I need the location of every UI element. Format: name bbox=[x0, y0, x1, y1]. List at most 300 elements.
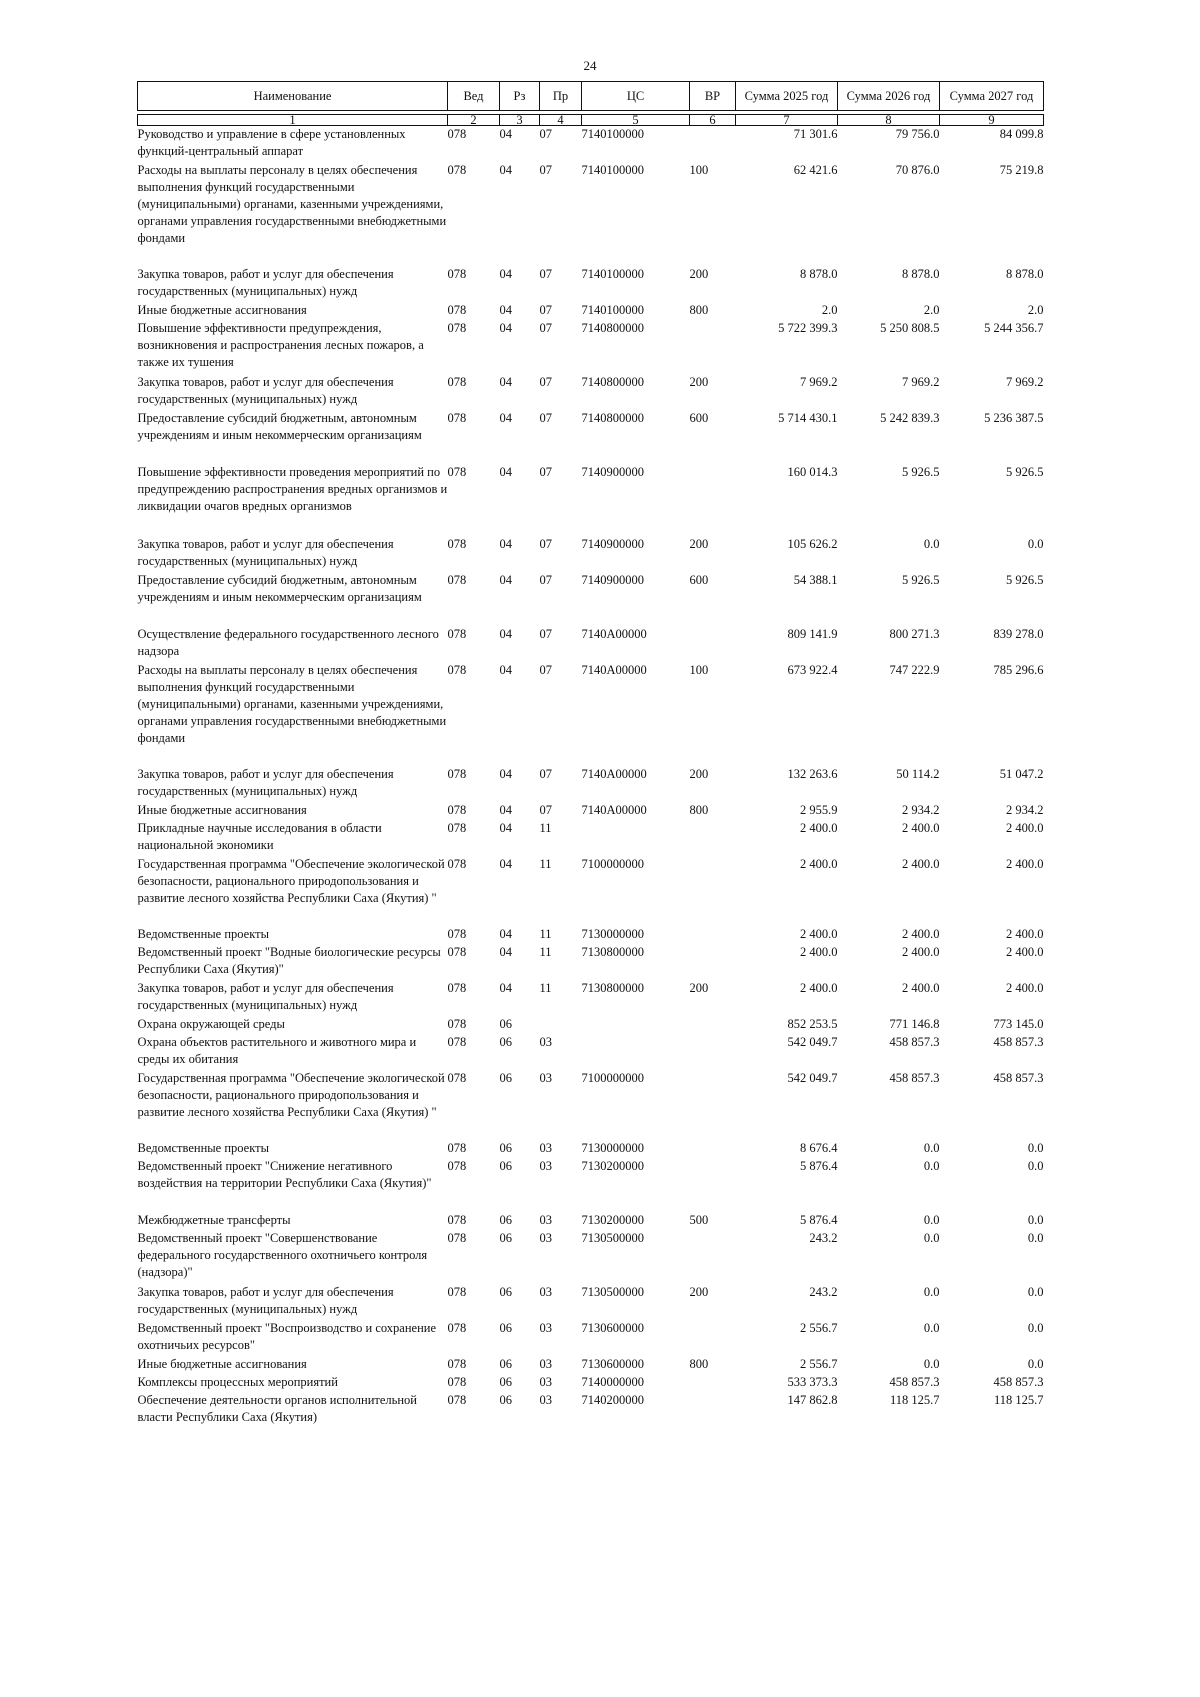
row-sum-2026: 79 756.0 bbox=[895, 127, 940, 141]
row-rz: 06 bbox=[499, 1158, 512, 1173]
row-vr bbox=[690, 320, 736, 374]
row-sum-2027: 5 236 387.5 bbox=[984, 410, 1044, 425]
row-cs: 7130000000 bbox=[581, 1140, 644, 1155]
row-pr: 07 bbox=[539, 802, 552, 817]
row-pr: 03 bbox=[539, 1356, 552, 1371]
row-name: Закупка товаров, работ и услуг для обеспечения государственных (муниципальных) нужд bbox=[137, 266, 394, 298]
table-row bbox=[138, 1016, 1044, 1034]
row-sum-2027: 51 047.2 bbox=[999, 766, 1044, 781]
row-ved: 078 bbox=[447, 766, 467, 781]
row-name: Осуществление федерального государственного лесного надзора bbox=[137, 626, 439, 658]
row-sum-2025: 542 049.7 bbox=[787, 1070, 838, 1085]
row-rz: 04 bbox=[499, 410, 512, 425]
row-name: Межбюджетные трансферты bbox=[137, 1212, 291, 1227]
row-pr: 03 bbox=[539, 1070, 552, 1085]
row-sum-2026: 0.0 bbox=[923, 1230, 940, 1245]
row-sum-2026: 458 857.3 bbox=[889, 1070, 940, 1085]
row-sum-2025: 2 955.9 bbox=[800, 802, 838, 817]
row-pr: 07 bbox=[539, 302, 552, 317]
row-sum-2026: 118 125.7 bbox=[889, 1392, 940, 1407]
row-sum-2025: 132 263.6 bbox=[787, 766, 838, 781]
row-rz: 04 bbox=[499, 926, 512, 941]
row-sum-2025: 809 141.9 bbox=[787, 626, 838, 641]
row-ved: 078 bbox=[447, 980, 467, 995]
column-number: 9 bbox=[940, 115, 1044, 126]
row-sum-2027: 0.0 bbox=[1027, 1140, 1044, 1155]
row-rz: 06 bbox=[499, 1392, 512, 1407]
table-row bbox=[138, 320, 1044, 374]
row-cs: 7140A00000 bbox=[581, 802, 647, 817]
row-sum-2026: 5 242 839.3 bbox=[880, 410, 940, 425]
row-cs: 7140100000 bbox=[581, 266, 644, 281]
row-sum-2026: 0.0 bbox=[923, 536, 940, 551]
row-cs: 7100000000 bbox=[581, 856, 644, 871]
row-vr: 200 bbox=[689, 766, 709, 781]
row-ved: 078 bbox=[447, 464, 467, 479]
row-cs: 7140900000 bbox=[581, 572, 644, 587]
row-sum-2027: 458 857.3 bbox=[993, 1070, 1044, 1085]
row-sum-2026: 0.0 bbox=[923, 1356, 940, 1371]
row-sum-2025: 2 400.0 bbox=[800, 926, 838, 941]
row-sum-2027: 458 857.3 bbox=[993, 1374, 1044, 1389]
row-ved: 078 bbox=[447, 1070, 467, 1085]
row-sum-2026: 0.0 bbox=[923, 1212, 940, 1227]
row-sum-2025: 5 876.4 bbox=[800, 1158, 838, 1173]
row-sum-2027: 5 244 356.7 bbox=[984, 320, 1044, 335]
row-vr bbox=[690, 926, 736, 944]
row-rz: 06 bbox=[499, 1356, 512, 1371]
row-rz: 06 bbox=[499, 1284, 512, 1299]
row-sum-2025: 7 969.2 bbox=[800, 374, 838, 389]
table-row bbox=[138, 1320, 1044, 1356]
row-vr: 200 bbox=[689, 374, 709, 389]
row-pr: 03 bbox=[539, 1284, 552, 1299]
row-rz: 06 bbox=[499, 1212, 512, 1227]
row-ved: 078 bbox=[447, 410, 467, 425]
row-sum-2027: 785 296.6 bbox=[993, 662, 1044, 677]
table-row bbox=[138, 926, 1044, 944]
row-name: Предоставление субсидий бюджетным, автономным учреждениям и иным некоммерческим организациям bbox=[137, 572, 422, 604]
header-sum-2025: Сумма 2025 год bbox=[736, 82, 838, 111]
row-vr bbox=[690, 1320, 736, 1356]
table-row bbox=[138, 1034, 1044, 1070]
row-ved: 078 bbox=[447, 1016, 467, 1031]
row-cs: 7130600000 bbox=[581, 1356, 644, 1371]
row-name: Закупка товаров, работ и услуг для обеспечения государственных (муниципальных) нужд bbox=[137, 1284, 394, 1316]
row-name: Государственная программа "Обеспечение экологической безопасности, рационального природопользования и развитие лесного хозяйства Республики Саха (Якутия) " bbox=[137, 1070, 445, 1119]
row-ved: 078 bbox=[447, 1284, 467, 1299]
row-cs bbox=[582, 1016, 690, 1034]
row-name: Обеспечение деятельности органов исполнительной власти Республики Саха (Якутия) bbox=[137, 1392, 417, 1424]
table-row bbox=[138, 662, 1044, 766]
row-cs: 7130200000 bbox=[581, 1212, 644, 1227]
table-row bbox=[138, 820, 1044, 856]
row-rz: 04 bbox=[499, 980, 512, 995]
row-vr bbox=[690, 1070, 736, 1140]
table-row bbox=[138, 766, 1044, 802]
table-row bbox=[138, 374, 1044, 410]
row-pr: 11 bbox=[539, 980, 552, 995]
row-rz: 06 bbox=[499, 1320, 512, 1335]
row-rz: 06 bbox=[499, 1140, 512, 1155]
row-vr bbox=[690, 820, 736, 856]
row-vr: 600 bbox=[689, 410, 709, 425]
row-sum-2026: 458 857.3 bbox=[889, 1374, 940, 1389]
row-sum-2025: 2 556.7 bbox=[800, 1320, 838, 1335]
table-row bbox=[138, 572, 1044, 626]
row-name: Закупка товаров, работ и услуг для обеспечения государственных (муниципальных) нужд bbox=[137, 374, 394, 406]
row-ved: 078 bbox=[447, 536, 467, 551]
row-vr bbox=[690, 944, 736, 980]
column-number: 3 bbox=[500, 115, 540, 126]
row-name: Закупка товаров, работ и услуг для обеспечения государственных (муниципальных) нужд bbox=[137, 980, 394, 1012]
row-pr: 07 bbox=[539, 572, 552, 587]
row-pr: 07 bbox=[539, 464, 552, 479]
header-ved: Вед bbox=[448, 82, 500, 111]
row-vr bbox=[690, 1140, 736, 1158]
table-row bbox=[138, 1356, 1044, 1374]
row-sum-2025: 2 400.0 bbox=[800, 856, 838, 871]
table-row bbox=[138, 1392, 1044, 1428]
table-row bbox=[138, 536, 1044, 572]
row-ved: 078 bbox=[447, 1392, 467, 1407]
row-sum-2027: 2 400.0 bbox=[1006, 980, 1044, 995]
row-sum-2027: 8 878.0 bbox=[1006, 266, 1044, 281]
row-name: Охрана окружающей среды bbox=[137, 1016, 285, 1031]
row-pr: 03 bbox=[539, 1230, 552, 1245]
row-sum-2026: 2 400.0 bbox=[902, 944, 940, 959]
row-rz: 04 bbox=[499, 320, 512, 335]
row-sum-2027: 2 400.0 bbox=[1006, 856, 1044, 871]
row-rz: 06 bbox=[499, 1374, 512, 1389]
header-sum-2027: Сумма 2027 год bbox=[940, 82, 1044, 111]
row-sum-2025: 105 626.2 bbox=[787, 536, 838, 551]
row-sum-2027: 118 125.7 bbox=[993, 1392, 1044, 1407]
row-sum-2025: 8 878.0 bbox=[800, 266, 838, 281]
row-sum-2027: 2 400.0 bbox=[1006, 926, 1044, 941]
column-number: 6 bbox=[690, 115, 736, 126]
budget-table-body bbox=[138, 126, 1044, 1428]
row-sum-2025: 147 862.8 bbox=[787, 1392, 838, 1407]
table-row bbox=[138, 1374, 1044, 1392]
row-name: Ведомственные проекты bbox=[137, 926, 270, 941]
row-cs: 7140A00000 bbox=[581, 662, 647, 677]
header-pr: Пр bbox=[540, 82, 582, 111]
row-rz: 04 bbox=[499, 162, 512, 177]
row-cs: 7130200000 bbox=[581, 1158, 644, 1173]
row-sum-2027: 0.0 bbox=[1027, 1284, 1044, 1299]
row-sum-2025: 2 400.0 bbox=[800, 944, 838, 959]
row-sum-2025: 533 373.3 bbox=[787, 1374, 838, 1389]
row-sum-2027: 7 969.2 bbox=[1006, 374, 1044, 389]
row-sum-2027: 0.0 bbox=[1027, 1230, 1044, 1245]
row-name: Ведомственный проект "Совершенствование федерального государственного охотничьего контроля (надзора)" bbox=[137, 1230, 428, 1279]
row-rz: 04 bbox=[499, 856, 512, 871]
row-vr: 800 bbox=[689, 1356, 709, 1371]
row-sum-2025: 243.2 bbox=[809, 1284, 838, 1299]
row-sum-2026: 7 969.2 bbox=[902, 374, 940, 389]
table-row bbox=[138, 944, 1044, 980]
column-number: 5 bbox=[582, 115, 690, 126]
row-rz: 04 bbox=[499, 572, 512, 587]
row-ved: 078 bbox=[447, 626, 467, 641]
header-vr: ВР bbox=[690, 82, 736, 111]
table-row bbox=[138, 1070, 1044, 1140]
row-ved: 078 bbox=[447, 1320, 467, 1335]
table-row bbox=[138, 1212, 1044, 1230]
row-cs: 7140100000 bbox=[581, 127, 644, 141]
row-cs: 7140100000 bbox=[581, 162, 644, 177]
row-sum-2027: 5 926.5 bbox=[1006, 572, 1044, 587]
row-vr: 200 bbox=[689, 980, 709, 995]
row-sum-2025: 8 676.4 bbox=[800, 1140, 838, 1155]
table-row bbox=[138, 410, 1044, 464]
column-number: 1 bbox=[138, 115, 448, 126]
table-row bbox=[138, 626, 1044, 662]
row-vr: 800 bbox=[689, 802, 709, 817]
row-sum-2026: 0.0 bbox=[923, 1158, 940, 1173]
row-rz: 04 bbox=[499, 536, 512, 551]
row-cs: 7140800000 bbox=[581, 374, 644, 389]
row-sum-2027: 839 278.0 bbox=[993, 626, 1044, 641]
row-sum-2025: 243.2 bbox=[809, 1230, 838, 1245]
row-sum-2027: 0.0 bbox=[1027, 1158, 1044, 1173]
row-sum-2025: 160 014.3 bbox=[787, 464, 838, 479]
row-pr: 11 bbox=[539, 820, 552, 835]
row-cs: 7130600000 bbox=[581, 1320, 644, 1335]
table-row bbox=[138, 802, 1044, 820]
row-cs: 7100000000 bbox=[581, 1070, 644, 1085]
row-ved: 078 bbox=[447, 1230, 467, 1245]
row-sum-2025: 542 049.7 bbox=[787, 1034, 838, 1049]
row-cs: 7130800000 bbox=[581, 980, 644, 995]
row-cs: 7140800000 bbox=[581, 410, 644, 425]
row-cs: 7130500000 bbox=[581, 1284, 644, 1299]
row-pr: 11 bbox=[539, 926, 552, 941]
row-sum-2025: 2 400.0 bbox=[800, 820, 838, 835]
row-ved: 078 bbox=[447, 127, 467, 141]
table-row bbox=[138, 1284, 1044, 1320]
row-sum-2027: 0.0 bbox=[1027, 1212, 1044, 1227]
column-number: 2 bbox=[448, 115, 500, 126]
row-rz: 04 bbox=[499, 662, 512, 677]
row-sum-2027: 2 934.2 bbox=[1006, 802, 1044, 817]
row-vr: 200 bbox=[689, 1284, 709, 1299]
table-row bbox=[138, 1158, 1044, 1212]
row-rz: 04 bbox=[499, 374, 512, 389]
row-sum-2025: 62 421.6 bbox=[793, 162, 838, 177]
row-pr: 07 bbox=[539, 410, 552, 425]
row-name: Государственная программа "Обеспечение экологической безопасности, рационального природопользования и развитие лесного хозяйства Республики Саха (Якутия) " bbox=[137, 856, 445, 905]
column-number: 7 bbox=[736, 115, 838, 126]
row-sum-2025: 2 400.0 bbox=[800, 980, 838, 995]
row-ved: 078 bbox=[447, 1212, 467, 1227]
row-name: Иные бюджетные ассигнования bbox=[137, 802, 307, 817]
row-vr bbox=[690, 1034, 736, 1070]
row-ved: 078 bbox=[447, 266, 467, 281]
row-name: Расходы на выплаты персоналу в целях обеспечения выполнения функций государственными (муниципальными) органами, казенными учреждениями, органами управления государственными внебюджетными фондами bbox=[137, 662, 447, 746]
row-rz: 04 bbox=[499, 820, 512, 835]
row-pr: 07 bbox=[539, 662, 552, 677]
row-sum-2027: 75 219.8 bbox=[999, 162, 1044, 177]
row-name: Повышение эффективности проведения мероприятий по предупреждению распространения вредных организмов и ликвидации очагов вредных организмов bbox=[137, 464, 448, 513]
column-number: 8 bbox=[838, 115, 940, 126]
row-vr: 500 bbox=[689, 1212, 709, 1227]
row-name: Закупка товаров, работ и услуг для обеспечения государственных (муниципальных) нужд bbox=[137, 536, 394, 568]
row-vr: 100 bbox=[689, 162, 709, 177]
header-row bbox=[138, 82, 1044, 111]
row-cs: 7140900000 bbox=[581, 464, 644, 479]
row-name: Ведомственные проекты bbox=[137, 1140, 270, 1155]
row-sum-2026: 50 114.2 bbox=[896, 766, 940, 781]
row-sum-2026: 70 876.0 bbox=[895, 162, 940, 177]
table-row bbox=[138, 980, 1044, 1016]
row-pr: 03 bbox=[539, 1140, 552, 1155]
row-rz: 04 bbox=[499, 626, 512, 641]
row-vr bbox=[690, 1374, 736, 1392]
row-cs: 7140100000 bbox=[581, 302, 644, 317]
row-ved: 078 bbox=[447, 320, 467, 335]
row-ved: 078 bbox=[447, 944, 467, 959]
budget-table bbox=[137, 81, 1044, 1428]
row-sum-2025: 2 556.7 bbox=[800, 1356, 838, 1371]
row-vr: 800 bbox=[689, 302, 709, 317]
row-rz: 06 bbox=[499, 1016, 512, 1031]
row-sum-2025: 852 253.5 bbox=[787, 1016, 838, 1031]
row-rz: 06 bbox=[499, 1070, 512, 1085]
row-ved: 078 bbox=[447, 374, 467, 389]
row-sum-2027: 2 400.0 bbox=[1006, 820, 1044, 835]
row-name: Иные бюджетные ассигнования bbox=[137, 1356, 307, 1371]
row-ved: 078 bbox=[447, 572, 467, 587]
header-sum-2026: Сумма 2026 год bbox=[838, 82, 940, 111]
row-sum-2027: 5 926.5 bbox=[1006, 464, 1044, 479]
table-row bbox=[138, 266, 1044, 302]
row-sum-2025: 2.0 bbox=[821, 302, 838, 317]
row-sum-2027: 2.0 bbox=[1027, 302, 1044, 317]
row-rz: 06 bbox=[499, 1230, 512, 1245]
row-sum-2025: 71 301.6 bbox=[793, 127, 838, 141]
row-vr bbox=[690, 856, 736, 926]
row-vr bbox=[690, 464, 736, 536]
column-number-row bbox=[138, 115, 1044, 126]
row-name: Ведомственный проект "Водные биологические ресурсы Республики Саха (Якутия)" bbox=[137, 944, 441, 976]
row-sum-2025: 5 714 430.1 bbox=[778, 410, 838, 425]
row-cs: 7140900000 bbox=[581, 536, 644, 551]
header-rz: Рз bbox=[500, 82, 540, 111]
table-row bbox=[138, 856, 1044, 926]
row-sum-2025: 5 722 399.3 bbox=[778, 320, 838, 335]
row-sum-2026: 2 400.0 bbox=[902, 980, 940, 995]
row-name: Повышение эффективности предупреждения, возникновения и распространения лесных пожаров, а также их тушения bbox=[137, 320, 424, 369]
row-name: Иные бюджетные ассигнования bbox=[137, 302, 307, 317]
row-rz: 04 bbox=[499, 802, 512, 817]
row-name: Комплексы процессных мероприятий bbox=[137, 1374, 338, 1389]
column-number: 4 bbox=[540, 115, 582, 126]
row-ved: 078 bbox=[447, 1034, 467, 1049]
row-ved: 078 bbox=[447, 1374, 467, 1389]
table-row bbox=[138, 162, 1044, 266]
row-sum-2026: 2.0 bbox=[923, 302, 940, 317]
row-ved: 078 bbox=[447, 820, 467, 835]
row-name: Закупка товаров, работ и услуг для обеспечения государственных (муниципальных) нужд bbox=[137, 766, 394, 798]
header-name: Наименование bbox=[138, 82, 448, 111]
row-cs bbox=[582, 1034, 690, 1070]
header-cs: ЦС bbox=[582, 82, 690, 111]
row-pr: 03 bbox=[539, 1374, 552, 1389]
row-sum-2026: 771 146.8 bbox=[889, 1016, 940, 1031]
row-pr: 07 bbox=[539, 162, 552, 177]
row-pr bbox=[540, 1016, 582, 1034]
row-sum-2026: 0.0 bbox=[923, 1320, 940, 1335]
row-sum-2027: 0.0 bbox=[1027, 1356, 1044, 1371]
row-cs: 7140000000 bbox=[581, 1374, 644, 1389]
row-vr bbox=[690, 1230, 736, 1284]
row-pr: 03 bbox=[539, 1212, 552, 1227]
row-vr: 200 bbox=[689, 266, 709, 281]
row-rz: 04 bbox=[499, 766, 512, 781]
row-pr: 07 bbox=[539, 536, 552, 551]
row-pr: 11 bbox=[539, 856, 552, 871]
row-sum-2026: 2 934.2 bbox=[902, 802, 940, 817]
row-name: Ведомственный проект "Снижение негативного воздействия на территории Республики Саха (Якутия)" bbox=[137, 1158, 432, 1190]
row-sum-2026: 458 857.3 bbox=[889, 1034, 940, 1049]
row-cs: 7140A00000 bbox=[581, 626, 647, 641]
row-rz: 04 bbox=[499, 302, 512, 317]
row-vr: 100 bbox=[689, 662, 709, 677]
row-sum-2026: 5 926.5 bbox=[902, 464, 940, 479]
row-cs: 7130000000 bbox=[581, 926, 644, 941]
table-row bbox=[138, 1230, 1044, 1284]
row-sum-2027: 458 857.3 bbox=[993, 1034, 1044, 1049]
row-ved: 078 bbox=[447, 302, 467, 317]
row-sum-2026: 0.0 bbox=[923, 1140, 940, 1155]
row-name: Руководство и управление в сфере установленных функций-центральный аппарат bbox=[137, 127, 406, 159]
row-sum-2026: 8 878.0 bbox=[902, 266, 940, 281]
row-vr bbox=[690, 126, 736, 162]
row-sum-2026: 5 926.5 bbox=[902, 572, 940, 587]
row-cs: 7140800000 bbox=[581, 320, 644, 335]
row-pr: 07 bbox=[539, 127, 552, 141]
row-sum-2027: 2 400.0 bbox=[1006, 944, 1044, 959]
row-sum-2026: 800 271.3 bbox=[889, 626, 940, 641]
row-name: Ведомственный проект "Воспроизводство и сохранение охотничьих ресурсов" bbox=[137, 1320, 437, 1352]
page-number: 24 bbox=[583, 58, 597, 73]
row-rz: 04 bbox=[499, 944, 512, 959]
row-sum-2026: 2 400.0 bbox=[902, 856, 940, 871]
row-ved: 078 bbox=[447, 1158, 467, 1173]
row-pr: 11 bbox=[539, 944, 552, 959]
row-pr: 03 bbox=[539, 1158, 552, 1173]
row-sum-2025: 54 388.1 bbox=[793, 572, 838, 587]
row-name: Прикладные научные исследования в области национальной экономики bbox=[137, 820, 382, 852]
row-vr: 200 bbox=[689, 536, 709, 551]
row-pr: 07 bbox=[539, 626, 552, 641]
row-cs bbox=[582, 820, 690, 856]
row-sum-2025: 673 922.4 bbox=[787, 662, 838, 677]
row-cs: 7130500000 bbox=[581, 1230, 644, 1245]
row-sum-2027: 84 099.8 bbox=[999, 127, 1044, 141]
row-pr: 03 bbox=[539, 1320, 552, 1335]
row-pr: 07 bbox=[539, 266, 552, 281]
row-name: Расходы на выплаты персоналу в целях обеспечения выполнения функций государственными (муниципальными) органами, казенными учреждениями, органами управления государственными внебюджетными фондами bbox=[137, 162, 447, 246]
row-vr bbox=[690, 1016, 736, 1034]
row-pr: 03 bbox=[539, 1034, 552, 1049]
row-sum-2025: 5 876.4 bbox=[800, 1212, 838, 1227]
row-name: Предоставление субсидий бюджетным, автономным учреждениям и иным некоммерческим организациям bbox=[137, 410, 422, 442]
row-pr: 07 bbox=[539, 374, 552, 389]
row-pr: 07 bbox=[539, 320, 552, 335]
